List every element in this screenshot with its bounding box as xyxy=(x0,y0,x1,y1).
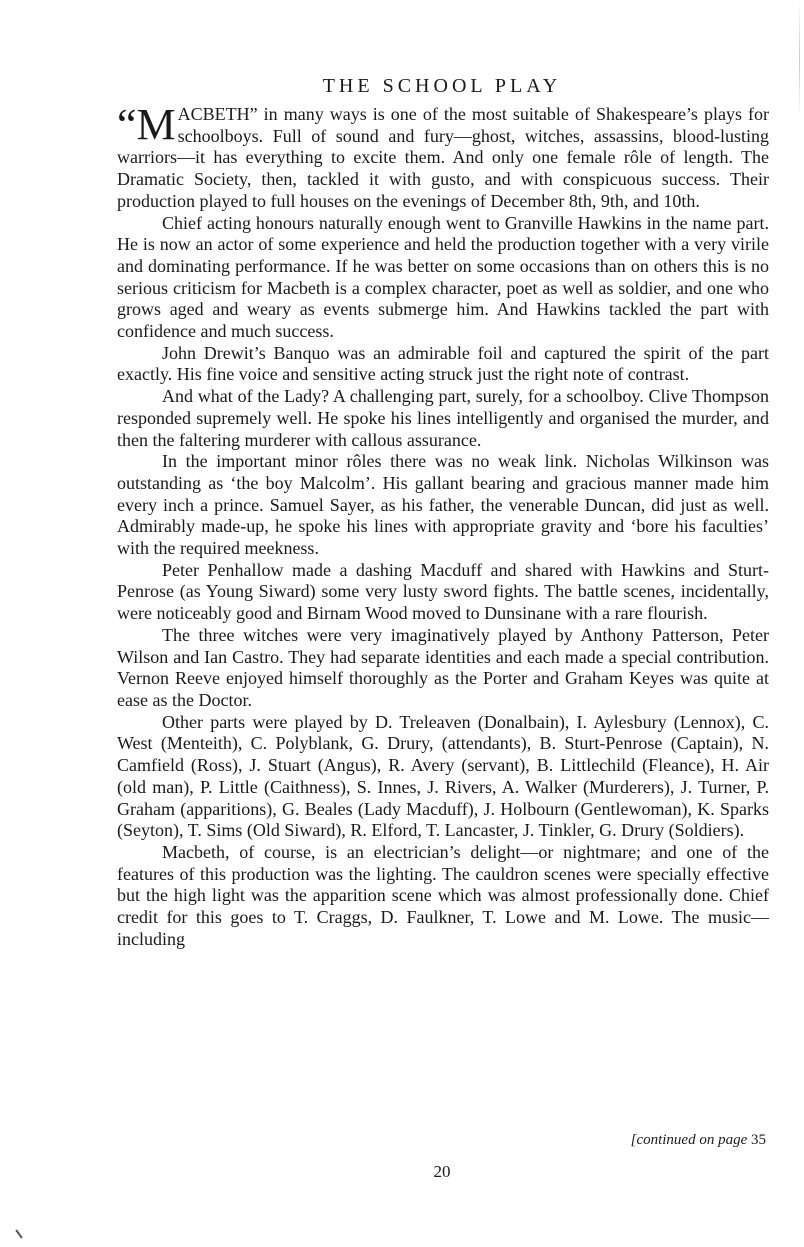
drop-cap-letter: M xyxy=(136,100,176,149)
page-edge-shadow xyxy=(799,0,800,120)
continuation-note xyxy=(631,1132,766,1149)
paragraph: Chief acting honours naturally enough went to Granville Hawkins in the name part. He is now an actor of some experience and held the production together with a very virile and dominating performance. If he was better on some occasions than on others this is no serious criticism for Macbeth is a complex character, poet as well as soldier, and one who grows aged and weary as events submerge him. And Hawkins tackled the part with confidence and much success. xyxy=(117,212,769,342)
paragraph: Other parts were played by D. Treleaven (Donalbain), I. Aylesbury (Lennox), C. West (Menteith), C. Polyblank, G. Drury, (attendants), B. Sturt-Penrose (Captain), N. Camfield (Ross), J. Stuart (Angus), R. Avery (servant), B. Littlechild (Fleance), H. Air (old man), P. Little (Caithness), S. Innes, J. Rivers, A. Walker (Murderers), J. Turner, P. Graham (apparitions), G. Beales (Lady Macduff), J. Holbourn (Gentlewoman), K. Sparks (Seyton), T. Sims (Old Siward), R. Elford, T. Lancaster, J. Tinkler, G. Drury (Soldiers). xyxy=(117,711,769,841)
paragraph: Macbeth, of course, is an electrician’s delight—or nightmare; and one of the features of this production was the lighting. The cauldron scenes were specially effective but the high light was the apparition scene which was almost professionally done. Chief credit for this goes to T. Craggs, D. Faulkner, T. Lowe and M. Lowe. The music—including xyxy=(117,841,769,949)
paragraph-intro xyxy=(117,100,769,213)
continuation-text: continued on page xyxy=(636,1132,748,1148)
continuation-bracket: [ xyxy=(630,1132,637,1148)
paragraph: Peter Penhallow made a dashing Macduff and shared with Hawkins and Sturt-Penrose (as Young Siward) some very lusty sword fights. The battle scenes, incidentally, were noticeably good and Birnam Wood moved to Dunsinane with a rare flourish. xyxy=(117,559,769,624)
intro-text: ACBETH” in many ways is one of the most suitable of Shakespeare’s plays for schoolboys. Full of sound and fury—ghost, witches, assassins, blood-lusting warriors—it has everything to excite them. And only one female rôle of length. The Dramatic Society, then, tackled it with gusto, and with conspicuous success. Their production played to full houses on the evenings of December 8th, 9th, and 10th. xyxy=(117,104,769,211)
paragraph: The three witches were very imaginatively played by Anthony Patterson, Peter Wilson and Ian Castro. They had separate identities and each made a special contribution. Vernon Reeve enjoyed himself thoroughly as the Porter and Graham Keyes was quite at ease as the Doctor. xyxy=(117,624,769,710)
article-title: THE SCHOOL PLAY xyxy=(322,75,562,97)
paragraph: In the important minor rôles there was no weak link. Nicholas Wilkinson was outstanding as ‘the boy Malcolm’. His gallant bearing and gracious manner made him every inch a prince. Samuel Sayer, as his father, the venerable Duncan, did just as well. Admirably made-up, he spoke his lines with appropriate gravity and ‘bore his faculties’ with the required meekness. xyxy=(117,451,769,559)
drop-cap xyxy=(117,100,176,149)
paragraph: John Drewit’s Banquo was an admirable foil and captured the spirit of the part exactly. His fine voice and sensitive acting struck just the right note of contrast. xyxy=(117,342,769,385)
continuation-page: 35 xyxy=(751,1132,766,1148)
article-body xyxy=(117,100,769,950)
opening-quote: “ xyxy=(117,100,137,149)
page-number: 20 xyxy=(433,1162,451,1181)
corner-mark xyxy=(15,1229,22,1238)
paragraph: And what of the Lady? A challenging part, surely, for a schoolboy. Clive Thompson responded supremely well. He spoke his lines intelligently and organised the murder, and then the faltering murderer with callous assurance. xyxy=(117,386,769,450)
